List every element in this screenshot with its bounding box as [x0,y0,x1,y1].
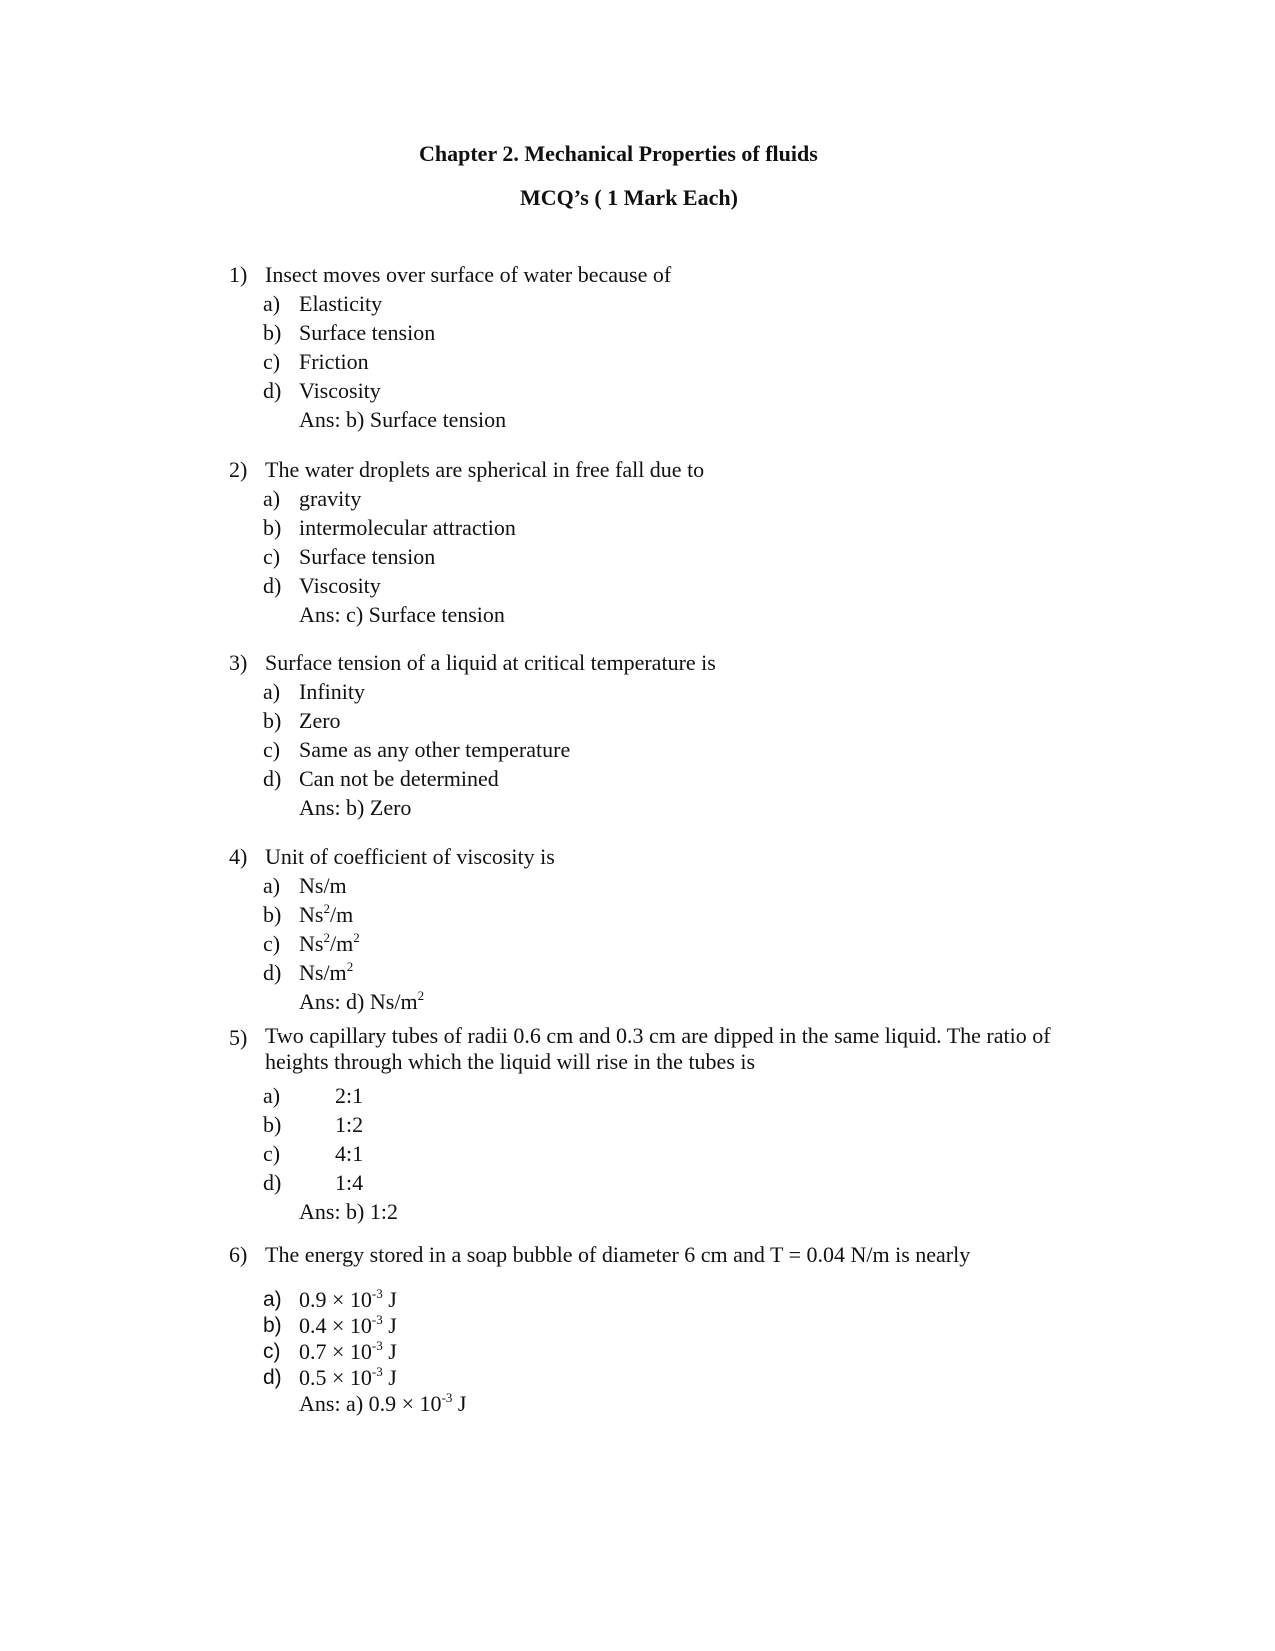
option-a: a) Ns/m [263,873,347,898]
option-a: a) Elasticity [263,291,383,316]
option-c: c) Surface tension [263,544,436,569]
section-subtitle: MCQ’s ( 1 Mark Each) [520,185,738,210]
question-1 [229,260,672,434]
question-number: 2) [229,457,248,482]
question-number: 3) [229,650,248,675]
option-a: a) $0.9 \times 10^{-3}$ J [263,1286,397,1312]
question-number: 5) [229,1025,248,1050]
answer-line: Ans: c) Surface tension [299,602,505,627]
question-number: 4) [229,844,248,869]
option-b: b) Ns$^2$/m [263,901,354,927]
option-a: a) 2:1 [263,1083,364,1108]
option-c: c) $Ns^2/m^2$ [263,930,360,956]
chapter-title: Chapter 2. Mechanical Properties of fluids [419,141,818,166]
option-c: c) Friction [263,349,369,374]
option-b: b) $0.4 \times 10^{-3}$ J [263,1312,397,1338]
answer-line: Ans: a) $0.9 \times 10^{-3}$ J [299,1390,467,1416]
option-d: d) Can not be determined [263,766,499,791]
question-5 [229,1023,1051,1226]
option-c: c) Same as any other temperature [263,737,571,762]
answer-line: Ans: d) $Ns/m^2$ [299,988,425,1014]
option-d: d) Viscosity [263,573,381,598]
question-text: Insect moves over surface of water because of [265,262,672,287]
question-text: Surface tension of a liquid at critical temperature is [265,650,716,675]
option-a: a) gravity [263,486,362,511]
question-text: The energy stored in a soap bubble of diameter 6 cm and T = 0.04 N/m is nearly [265,1242,971,1267]
option-d: d) Viscosity [263,378,381,403]
question-4 [229,842,555,1016]
option-c: c) 4:1 [263,1141,364,1166]
question-3 [229,648,716,822]
option-a: a) Infinity [263,679,365,704]
option-d: d) 1:4 [263,1170,364,1195]
option-d: d) $0.5 \times 10^{-3}$ J [263,1364,397,1390]
question-2 [229,455,705,629]
question-number: 6) [229,1242,248,1267]
option-b: b) Surface tension [263,320,436,345]
option-b: b) intermolecular attraction [263,515,516,540]
answer-line: Ans: b) Surface tension [299,407,507,432]
option-d: d) $Ns/m^2$ [263,959,354,985]
question-number: 1) [229,262,248,287]
question-6 [229,1240,971,1416]
answer-line: Ans: b) Zero [299,795,412,820]
option-b: b) 1:2 [263,1112,364,1137]
answer-line: Ans: b) 1:2 [299,1199,398,1224]
question-text: Unit of coefficient of viscosity is [265,844,555,869]
option-b: b) Zero [263,708,341,733]
question-text: Two capillary tubes of radii 0.6 cm and 0.3 cm are dipped in the same liquid. The ratio of heights through which the liquid will rise in the tubes is [265,1023,1051,1074]
option-c: c) $0.7 \times 10^{-3}$ J [263,1338,397,1364]
question-text: The water droplets are spherical in free fall due to [265,457,705,482]
